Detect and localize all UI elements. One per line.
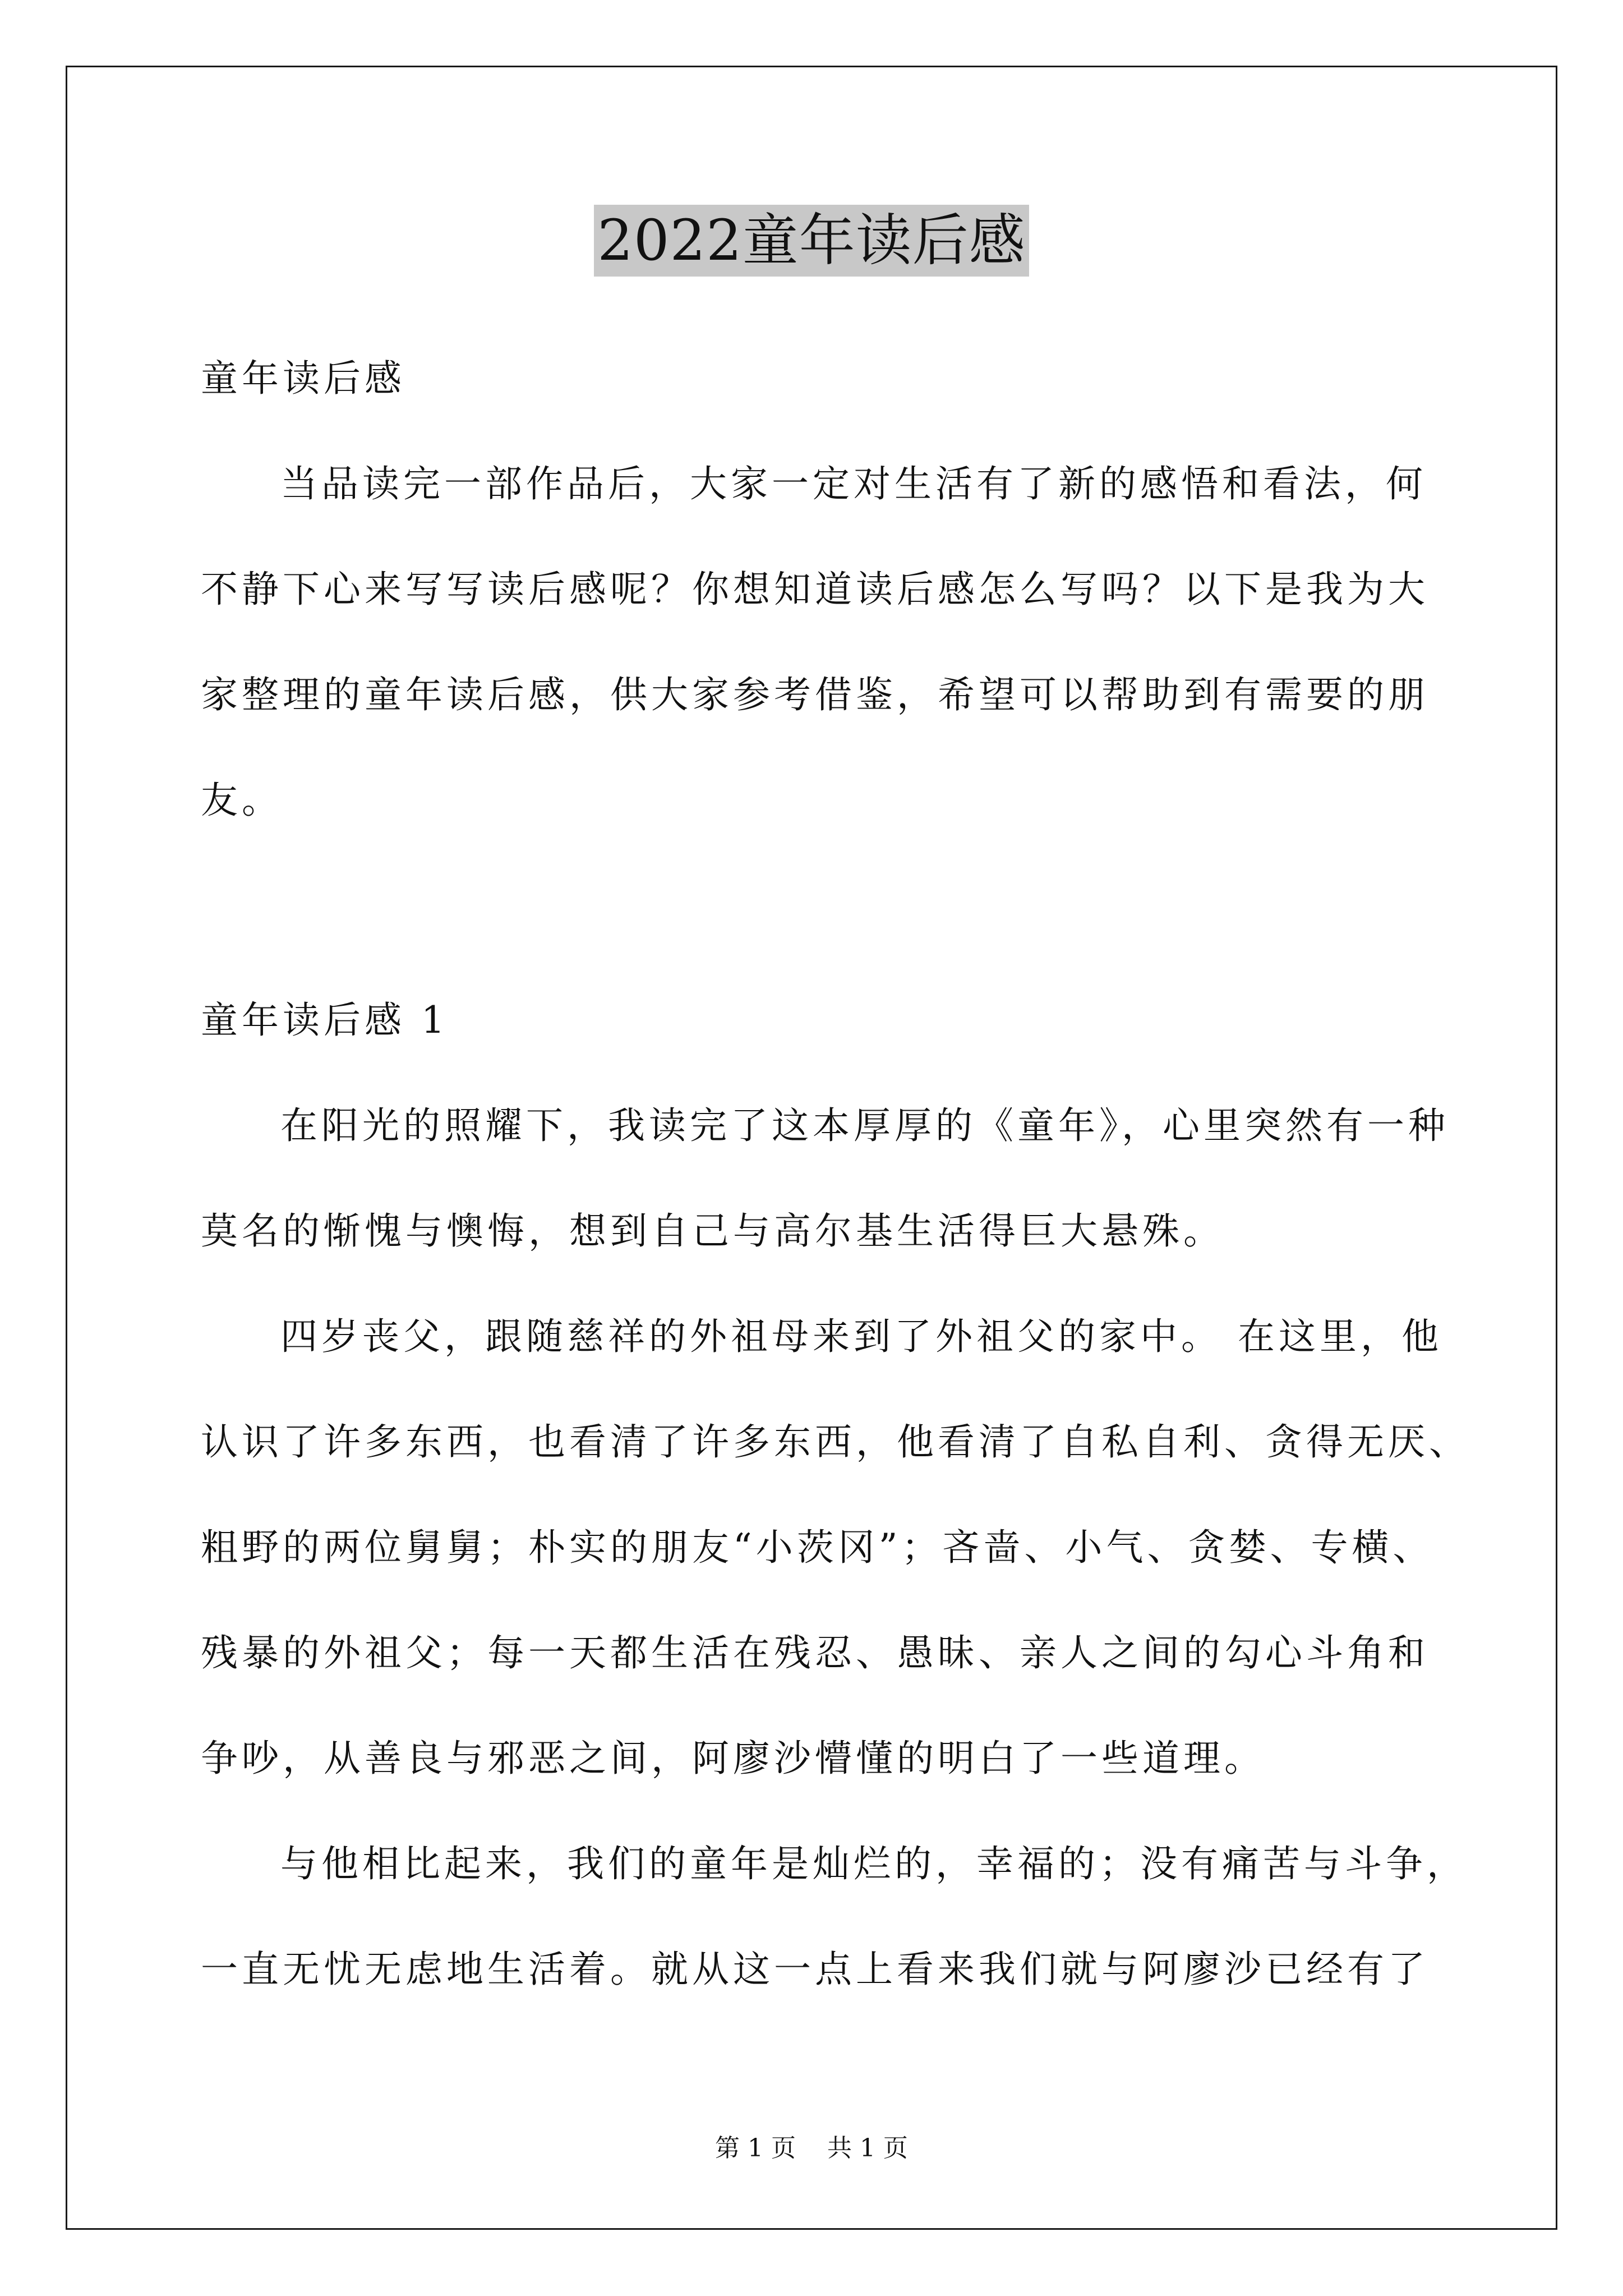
intro-line-2: 不静下心来写写读后感呢？你想知道读后感怎么写吗？以下是我为大 (201, 568, 1429, 611)
section1-heading: 童年读后感 1 (201, 999, 449, 1042)
p2-line-1: 四岁丧父，跟随慈祥的外祖母来到了外祖父的家中。 在这里，他 (280, 1315, 1442, 1358)
p2-line-5: 争吵，从善良与邪恶之间，阿廖沙懵懂的明白了一些道理。 (201, 1737, 1265, 1780)
p1-line-2: 莫名的惭愧与懊悔，想到自己与高尔基生活得巨大悬殊。 (201, 1209, 1224, 1253)
page-footer: 第 1 页 共 1 页 (715, 2134, 908, 2162)
p3-line-1: 与他相比起来，我们的童年是灿烂的，幸福的；没有痛苦与斗争， (280, 1842, 1468, 1885)
p2-line-3: 粗野的两位舅舅；朴实的朋友“小茨冈”；吝啬、小气、贪婪、专横、 (201, 1526, 1434, 1569)
title-wrap (0, 205, 1623, 277)
p3-line-2: 一直无忧无虑地生活着。就从这一点上看来我们就与阿廖沙已经有了 (201, 1948, 1429, 1991)
intro-heading: 童年读后感 (201, 357, 405, 400)
document-title: 2022童年读后感 (594, 205, 1029, 277)
p1-line-1: 在阳光的照耀下，我读完了这本厚厚的《童年》，心里突然有一种 (280, 1104, 1449, 1147)
intro-line-1: 当品读完一部作品后，大家一定对生活有了新的感悟和看法，何 (280, 462, 1427, 505)
p2-line-2: 认识了许多东西，也看清了许多东西，他看清了自私自利、贪得无厌、 (201, 1420, 1470, 1464)
intro-line-4: 友。 (201, 779, 283, 822)
p2-line-4: 残暴的外祖父；每一天都生活在残忍、愚昧、亲人之间的勾心斗角和 (201, 1631, 1429, 1674)
intro-line-3: 家整理的童年读后感，供大家参考借鉴，希望可以帮助到有需要的朋 (201, 673, 1429, 716)
